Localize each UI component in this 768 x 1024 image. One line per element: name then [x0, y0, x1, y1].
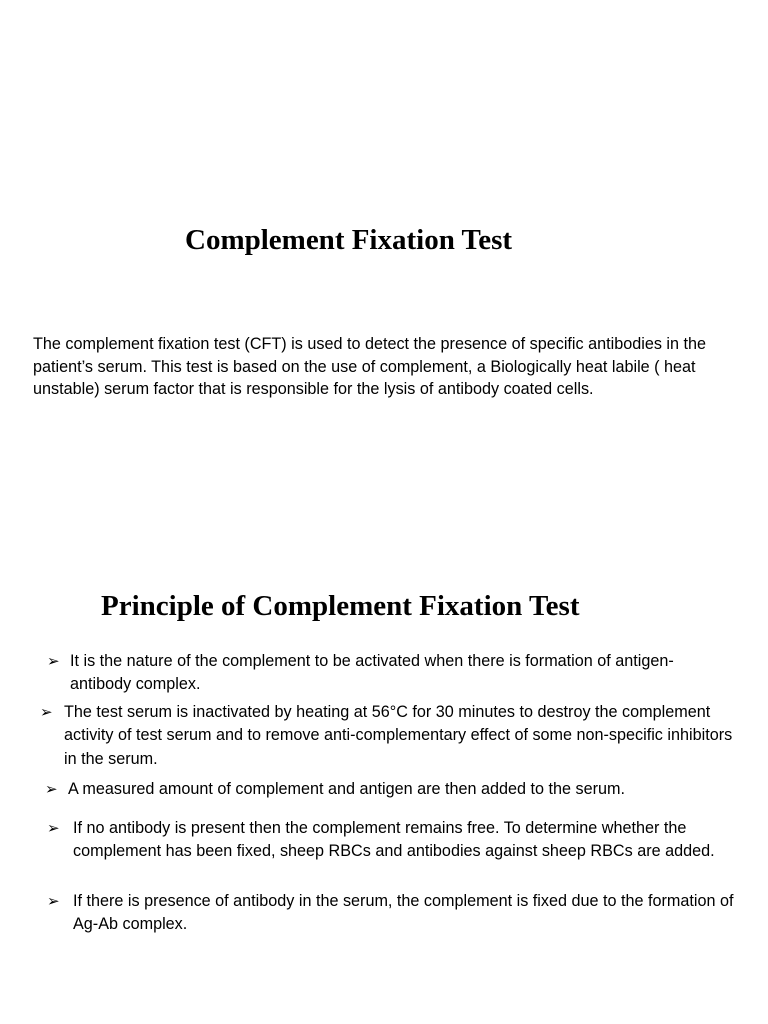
arrow-bullet-icon: ➢ — [40, 704, 53, 721]
section-title-principle: Principle of Complement Fixation Test — [101, 590, 580, 622]
bullet-text: If no antibody is present then the complement remains free. To determine whether the complement has been fixed, sheep RBCs and antibodies against sheep RBCs are added. — [73, 819, 715, 861]
bullet-item — [47, 817, 723, 864]
bullet-text: The test serum is inactivated by heating at 56°C for 30 minutes to destroy the complement activity of test serum and to remove anti-complementary effect of some non-specific inhibitors in the serum. — [64, 703, 733, 768]
arrow-bullet-icon: ➢ — [47, 653, 60, 670]
bullet-item — [47, 650, 730, 697]
bullet-text: It is the nature of the complement to be activated when there is formation of antigen-antibody complex. — [70, 652, 674, 694]
arrow-bullet-icon: ➢ — [45, 781, 58, 798]
page-title: Complement Fixation Test — [185, 224, 513, 256]
bullet-text: A measured amount of complement and antigen are then added to the serum. — [68, 780, 626, 798]
arrow-bullet-icon: ➢ — [47, 893, 60, 910]
intro-paragraph: The complement fixation test (CFT) is used to detect the presence of specific antibodies in the patient’s serum. This test is based on the use of complement, a Biologically heat labile ( heat unstable) serum factor that is responsible for the lysis of antibody coated cells. — [33, 335, 707, 399]
bullet-text: If there is presence of antibody in the serum, the complement is fixed due to the formation of Ag-Ab complex. — [73, 892, 734, 934]
arrow-bullet-icon: ➢ — [47, 820, 60, 837]
bullet-item — [45, 778, 768, 801]
bullet-item — [47, 890, 753, 937]
bullet-item — [40, 701, 744, 771]
